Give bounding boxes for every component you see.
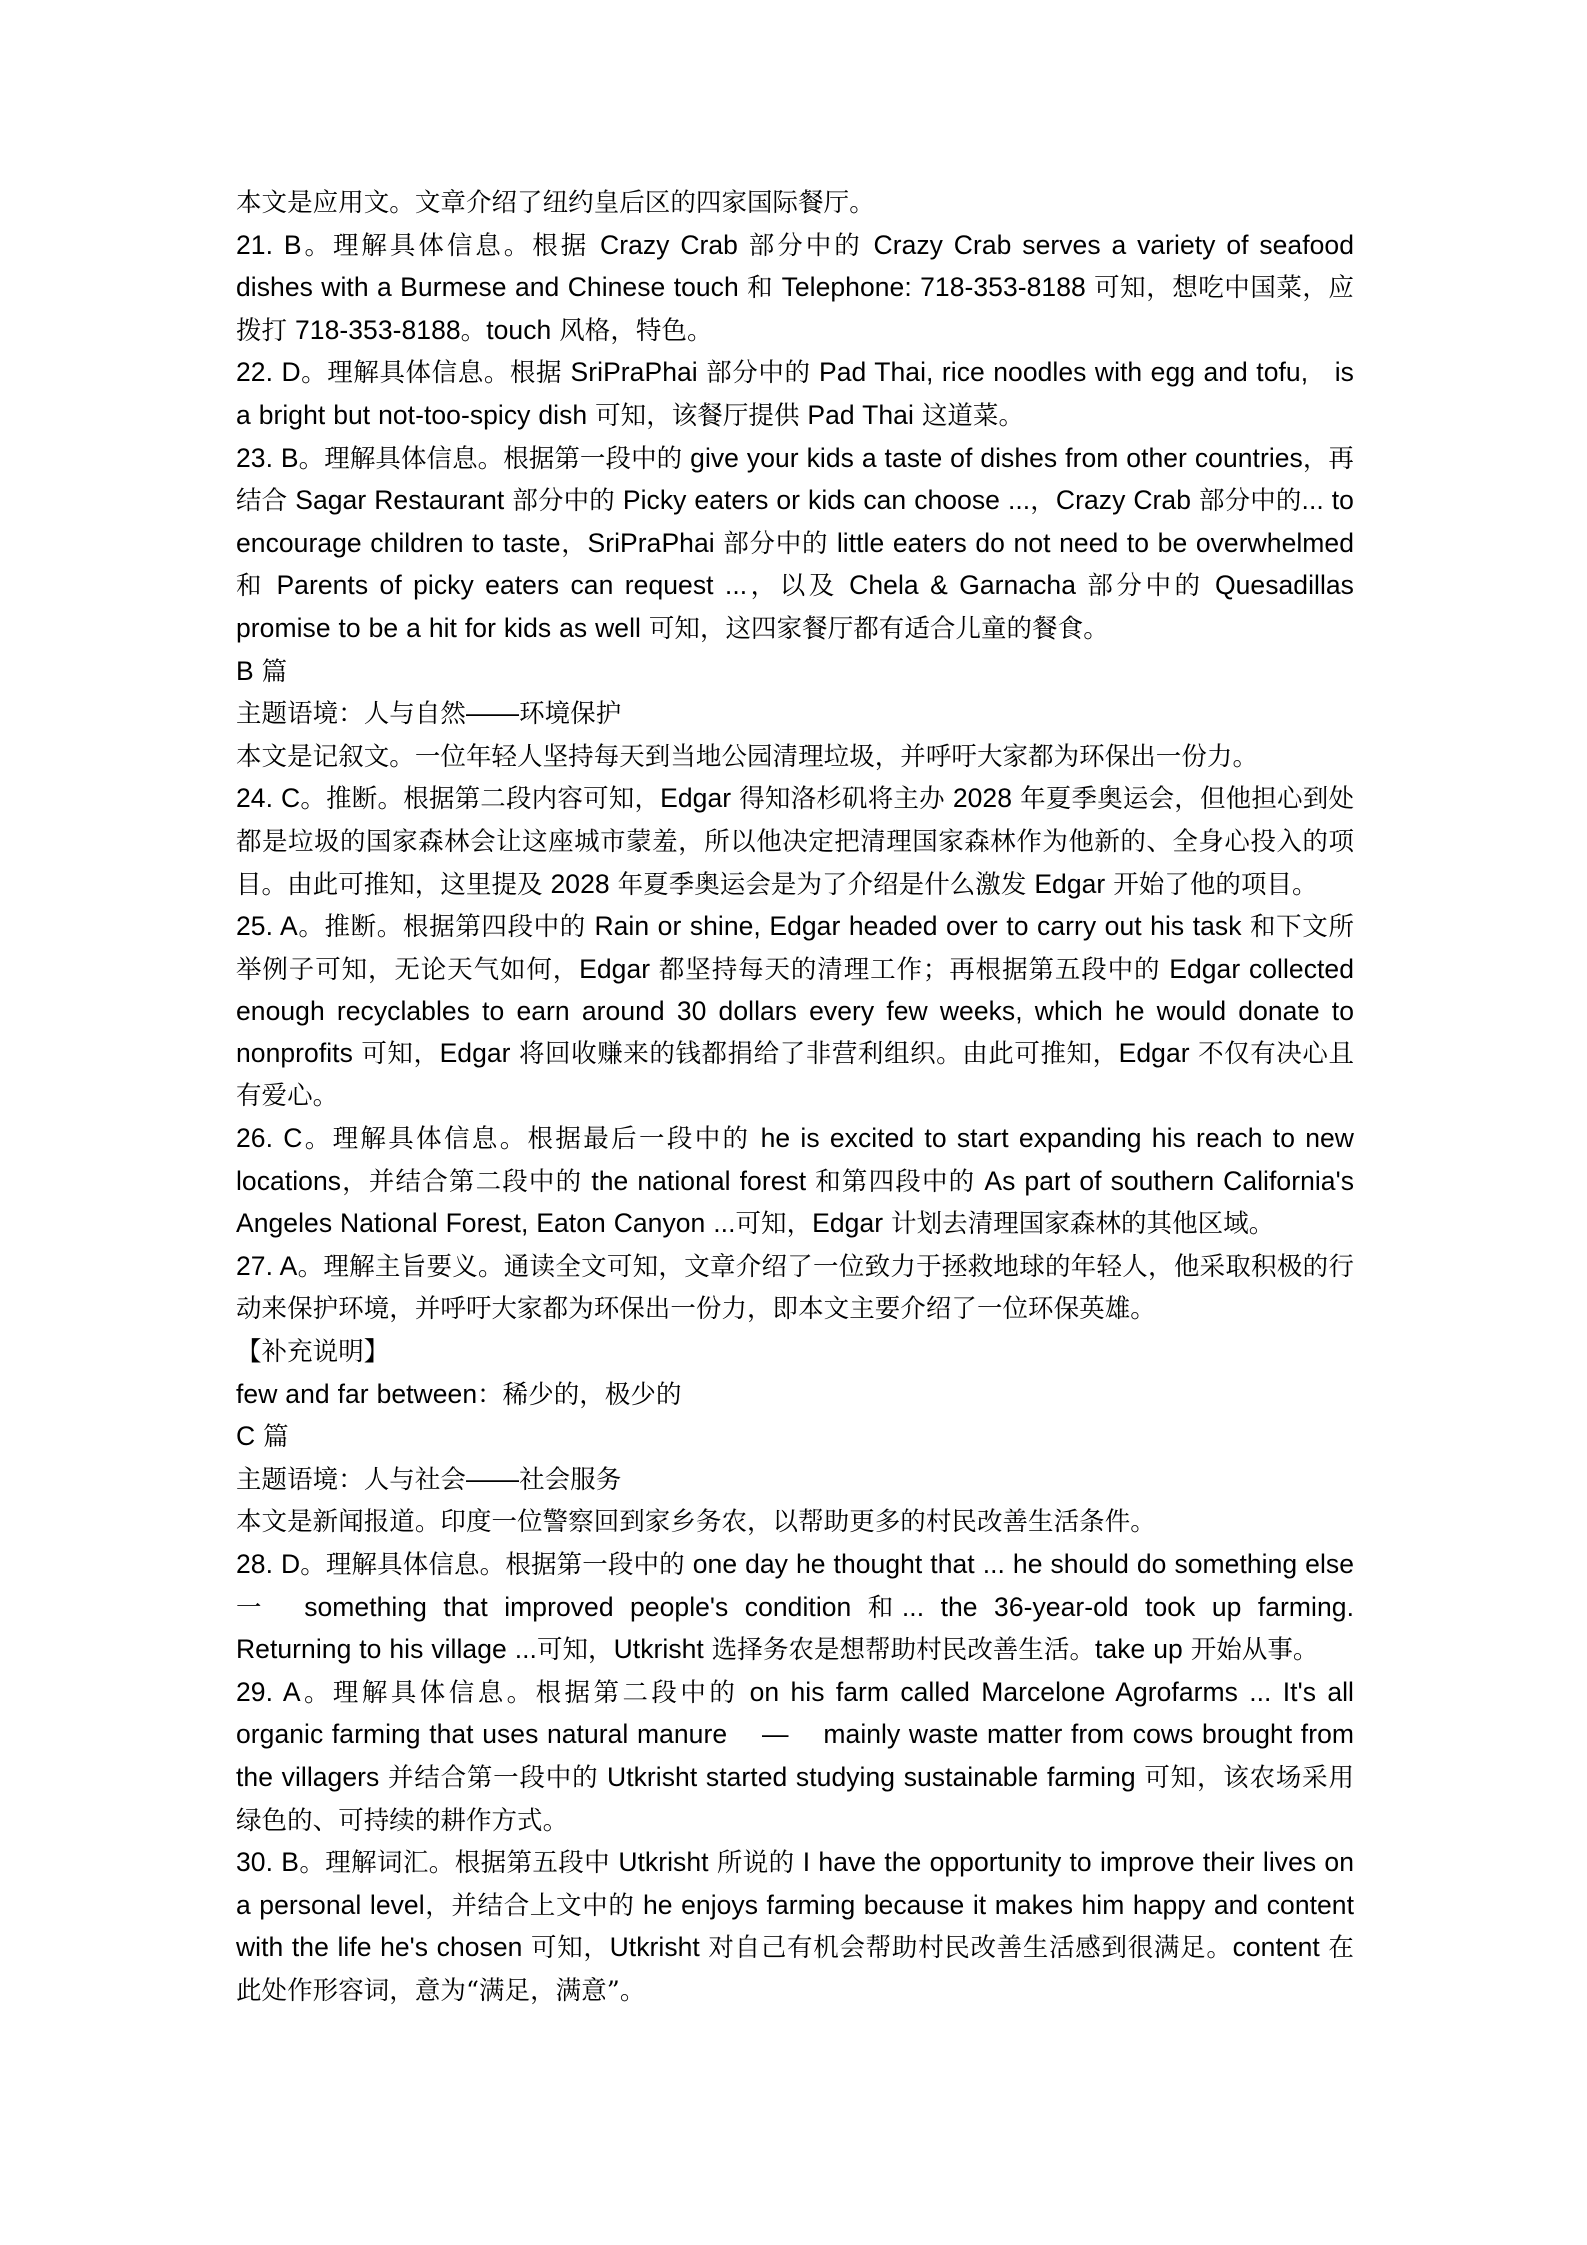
latin-run: give your kids a taste of dishes from other countries (682, 442, 1303, 473)
cjk-run: 部分中的 (748, 230, 863, 261)
cjk-run: 可知， (361, 1038, 440, 1069)
cjk-run: 可知， (536, 1635, 614, 1666)
latin-run: 2028 (542, 868, 618, 899)
text-column (236, 182, 1354, 2013)
cjk-run: ， (560, 528, 588, 559)
cjk-run: 选择务农是想帮助村民改善生活。 (711, 1635, 1096, 1666)
theme-context-c (236, 1459, 1354, 1502)
cjk-run: 不仅有决心且有爱心。 (236, 1038, 1354, 1112)
latin-run: he is excited to start expanding his reach to new locations (236, 1123, 1354, 1196)
answer-explanation-22 (236, 352, 1354, 437)
cjk-run: 可知，该农场采用绿色的、可持续的耕作方式。 (236, 1762, 1355, 1836)
cjk-run: 年夏季奥运会，但他担心到处都是垃圾的国家森林会让这座城市蒙羞，所以他决定把清理国家森林作为他新的、全身心投入的项目。由此可推知，这里提及 (236, 784, 1355, 900)
cjk-run: 部分中的 (512, 486, 615, 517)
cjk-run: 部分中的 (1199, 486, 1302, 517)
latin-run: 21. B (236, 229, 302, 260)
latin-run: Chela & Garnacha (837, 570, 1088, 601)
cjk-run: 。推断。根据第二段内容可知， (300, 784, 661, 815)
latin-run: 718-353-8188 (287, 314, 461, 345)
latin-run: Utkrisht (609, 1932, 709, 1963)
passage-c-summary (236, 1501, 1354, 1544)
latin-run: 26. C (236, 1123, 303, 1154)
latin-run: SriPraPhai (562, 357, 707, 388)
cjk-run: 。理解具体信息。根据第二段中的 (300, 1677, 739, 1708)
answer-explanation-26 (236, 1118, 1354, 1246)
cjk-run: 和下文所举例子可知，无论天气如何， (236, 912, 1354, 985)
answer-explanation-28 (236, 1544, 1354, 1672)
passage-b-summary (236, 736, 1354, 779)
cjk-run: 开始了他的项目。 (1113, 869, 1318, 900)
latin-run: — (761, 1719, 798, 1750)
cjk-run: 对自己有机会帮助村民改善生活感到很满足。 (708, 1933, 1233, 1964)
latin-run: Utkrisht started studying sustainable farming (598, 1761, 1145, 1792)
cjk-run: 和第四段中的 (815, 1166, 976, 1197)
latin-run: Parents of picky eaters can request ... (265, 570, 748, 601)
latin-run: little eaters do not need to be overwhelmed (828, 527, 1354, 558)
latin-run: As part of southern California's Angeles National Forest, Eaton Canyon ... (236, 1165, 1354, 1239)
cjk-run: 本文是新闻报道。印度一位警察回到家乡务农，以帮助更多的村民改善生活条件。 (236, 1507, 1156, 1538)
cjk-run: 本文是应用文。文章介绍了纽约皇后区的四家国际餐厅。 (236, 188, 875, 218)
latin-run: Crazy Crab (1055, 485, 1199, 516)
cjk-run (1308, 358, 1335, 388)
cjk-run (797, 1720, 823, 1750)
cjk-run: 。理解具体信息。根据第一段中的 (298, 443, 683, 474)
latin-run: 25. A (236, 911, 298, 942)
latin-run: B (236, 655, 262, 686)
latin-run: something that improved people's condition (304, 1591, 868, 1622)
latin-run: Pad Thai, rice noodles with egg and tofu, (810, 357, 1309, 388)
latin-run: content (1232, 1932, 1329, 1963)
latin-run: SriPraPhai (587, 527, 724, 558)
cjk-run: 。理解具体信息。根据第一段中的 (300, 1550, 685, 1580)
latin-run: is a bright but not-too-spicy dish (236, 357, 1354, 430)
latin-run: Quesadillas promise to be a hit for kids as well (236, 570, 1354, 643)
cjk-run: 。理解主旨要义。通读全文可知，文章介绍了一位致力于拯救地球的年轻人，他采取积极的行动来保护环境，并呼吁大家都为环保出一份力，即本文主要介绍了一位环保英雄。 (236, 1251, 1354, 1325)
latin-run: Telephone: 718-353-8188 (773, 272, 1095, 303)
cjk-run: ，再结合 (236, 443, 1354, 517)
cjk-run: 【补充说明】 (236, 1337, 390, 1368)
cjk-run: 社会服务 (519, 1464, 622, 1495)
latin-run: Edgar (1118, 1037, 1199, 1068)
cjk-run (736, 1720, 762, 1750)
cjk-run: 。推断。根据第四段中的 (297, 912, 586, 943)
latin-run: Crazy Crab serves a variety of seafood dishes with a Burmese and Chinese touch (236, 229, 1355, 303)
cjk-run: 主题语境：人与社会 (236, 1464, 466, 1495)
latin-run: Edgar (660, 783, 740, 814)
cjk-run: 篇 (261, 656, 288, 687)
cjk-run: 。 (460, 315, 487, 346)
latin-run: ... the 36-year-old took up farming. Returning to his village ... (236, 1591, 1354, 1665)
latin-run: Edgar (439, 1037, 519, 1068)
answer-explanation-29 (236, 1672, 1354, 1842)
theme-context-b (236, 693, 1354, 736)
cjk-run: ：稀少的，极少的 (477, 1379, 682, 1410)
supplement-vocabulary-item (236, 1374, 1354, 1417)
section-label-c (236, 1416, 1354, 1459)
latin-run: mainly waste matter from cows brought from the villagers (236, 1719, 1354, 1792)
latin-run: one day he thought that ... he should do something else (684, 1549, 1354, 1579)
latin-run: take up (1095, 1634, 1191, 1665)
passage-a-summary (236, 182, 1354, 225)
cjk-run: 和 (747, 273, 774, 304)
latin-run: Picky eaters or kids can choose ... (614, 485, 1031, 516)
cjk-run: 计划去清理国家森林的其他区域。 (891, 1209, 1275, 1240)
latin-run: touch (486, 314, 560, 345)
latin-run: 27. A (236, 1250, 298, 1281)
latin-run: 30. B (236, 1847, 299, 1878)
cjk-run: 部分中的 (706, 358, 811, 389)
cjk-run: 主题语境：人与自然 (236, 699, 466, 730)
latin-run: C (236, 1421, 264, 1452)
cjk-run: 开始从事。 (1190, 1635, 1319, 1666)
cjk-run: 可知，该餐厅提供 (595, 400, 800, 431)
cjk-run: 风格，特色。 (559, 315, 713, 346)
cjk-run: 可知， (530, 1933, 610, 1964)
answer-explanation-27 (236, 1246, 1354, 1331)
answer-explanation-30 (236, 1842, 1354, 2012)
latin-run: Edgar (812, 1208, 892, 1239)
cjk-run: 本文是记叙文。一位年轻人坚持每天到当地公园清理垃圾，并呼吁大家都为环保出一份力。 (236, 741, 1259, 772)
cjk-run: 都坚持每天的清理工作；再根据第五段中的 (658, 954, 1161, 985)
latin-run: he enjoys farming because it makes him happy and content with the life he's chosen (236, 1889, 1355, 1963)
cjk-run: 部分中的 (1087, 571, 1204, 602)
latin-run: few and far between (236, 1378, 478, 1409)
latin-run: I have the opportunity to improve their lives on a personal level (236, 1847, 1354, 1920)
cjk-run: 一 (236, 1592, 305, 1623)
latin-run: Crazy Crab (589, 229, 749, 260)
cjk-run: 部分中的 (723, 528, 829, 559)
latin-run: Rain or shine, Edgar headed over to carry out his task (585, 911, 1251, 942)
cjk-run: 。理解具体信息。根据 (300, 358, 563, 389)
section-label-b (236, 651, 1354, 694)
answer-explanation-23 (236, 438, 1354, 651)
latin-run: Utkrisht (610, 1847, 717, 1878)
latin-run: the national forest (582, 1165, 816, 1196)
latin-run: Edgar (579, 953, 659, 984)
latin-run: Edgar (1026, 868, 1114, 899)
cjk-run: 。理解具体信息。根据最后一段中的 (302, 1124, 751, 1155)
cjk-run: 。理解词汇。根据第五段中 (298, 1848, 611, 1879)
latin-run: on his farm called Marcelone Agrofarms ... It's all organic farming that uses natural manure (236, 1676, 1354, 1750)
cjk-run: 在此处作形容词，意为“满足，满意”。 (236, 1933, 1354, 2006)
supplement-heading (236, 1331, 1354, 1374)
cjk-run: 可知， (735, 1209, 813, 1240)
answer-explanation-24 (236, 778, 1354, 906)
latin-run: 24. C (236, 783, 301, 814)
cjk-run: ，并结合第二段中的 (341, 1166, 583, 1197)
latin-run: 29. A (236, 1676, 301, 1707)
cjk-run: 这道菜。 (921, 400, 1025, 431)
answer-explanation-21 (236, 225, 1354, 353)
cjk-run: ，并结合上文中的 (424, 1890, 635, 1921)
cjk-run: 并结合第一段中的 (387, 1762, 599, 1793)
answer-explanation-25 (236, 906, 1354, 1118)
cjk-run: 环境保护 (519, 699, 622, 730)
latin-run: ... to encourage children to taste (236, 485, 1354, 558)
latin-run: Utkrisht (613, 1634, 712, 1665)
latin-run: 22. D (236, 357, 301, 388)
cjk-run: 和 (236, 571, 266, 602)
cjk-run: 所说的 (716, 1848, 795, 1879)
cjk-run: 得知洛杉矶将主办 (739, 784, 945, 815)
latin-run: Sagar Restaurant (287, 485, 513, 516)
latin-run: Pad Thai (799, 399, 922, 430)
latin-run: —— (465, 698, 520, 729)
latin-run: Edgar collected enough recyclables to earn around 30 dollars every few weeks, which he would donate to nonprofits (236, 953, 1354, 1068)
cjk-run: ，以及 (747, 571, 838, 602)
cjk-run: 篇 (263, 1422, 289, 1453)
cjk-run: 。理解具体信息。根据 (301, 230, 590, 261)
latin-run: —— (465, 1463, 520, 1494)
cjk-run: 年夏季奥运会是为了介绍是什么激发 (617, 869, 1027, 900)
cjk-run: 和 (867, 1592, 902, 1623)
cjk-run: 可知，想吃中国菜，应拨打 (236, 273, 1354, 346)
latin-run: 28. D (236, 1549, 301, 1579)
cjk-run: 将回收赚来的钱都捐给了非营利组织。由此可推知， (518, 1038, 1119, 1069)
latin-run: 2028 (944, 783, 1021, 814)
cjk-run: 可知，这四家餐厅都有适合儿童的餐食。 (648, 613, 1109, 644)
cjk-run: ， (1030, 486, 1056, 517)
latin-run: 23. B (236, 442, 299, 473)
